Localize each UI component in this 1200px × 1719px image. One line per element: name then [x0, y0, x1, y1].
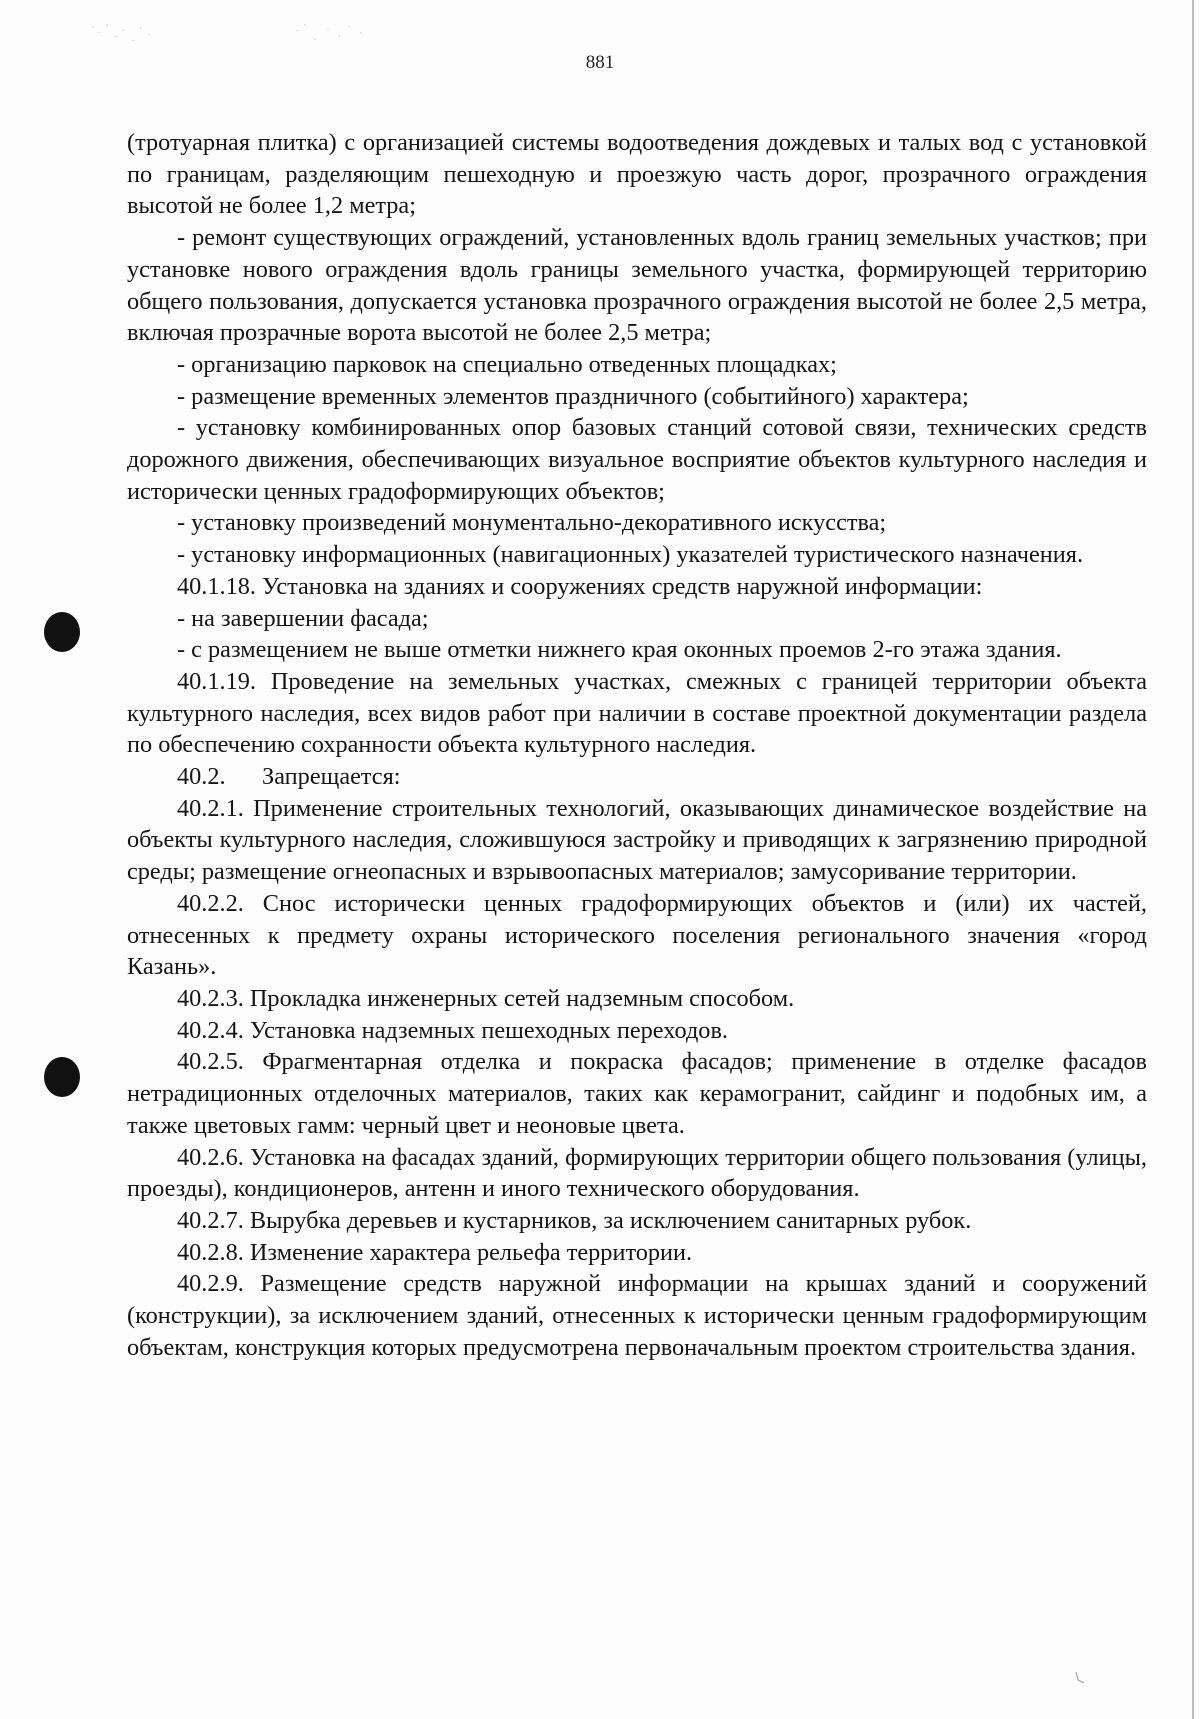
paragraph: 40.2.8. Изменение характера рельефа территории.: [177, 1238, 693, 1266]
paragraph: 40.2.3. Прокладка инженерных сетей надземным способом.: [177, 984, 795, 1012]
paragraph: - установку произведений монументально-декоративного искусства;: [177, 509, 887, 537]
document-body: [127, 127, 1147, 1363]
page-number: 881: [585, 52, 615, 73]
paragraph: - ремонт существующих ограждений, установленных вдоль границ земельных участков; при установке нового ограждения вдоль границы земельного участка, формирующей территорию общего пользования, допускается установка прозрачного ограждения высотой не более 2,5 метра, включая прозрачные ворота высотой не более 2,5 метра;: [127, 224, 1147, 347]
paragraph: (тротуарная плитка) с организацией системы водоотведения дождевых и талых вод с установкой по границам, разделяющим пешеходную и проезжую часть дорог, прозрачного ограждения высотой не более 1,2 метра;: [127, 129, 1147, 220]
paragraph: - на завершении фасада;: [177, 604, 429, 632]
paragraph: 40.2.5. Фрагментарная отделка и покраска фасадов; применение в отделке фасадов нетрадиционных отделочных материалов, таких как керамогранит, сайдинг и подобных им, а также цветовых гамм: черный цвет и неоновые цвета.: [127, 1048, 1147, 1139]
paragraph: 40.2.1. Применение строительных технологий, оказывающих динамическое воздействие на объекты культурного наследия, сложившуюся застройку и приводящих к загрязнению природной среды; размещение огнеопасных и взрывоопасных материалов; замусоривание территории.: [127, 794, 1147, 886]
scan-speck-mark: [1074, 1671, 1086, 1685]
punch-hole: [44, 612, 80, 652]
paragraph: 40.1.18. Установка на зданиях и сооружениях средств наружной информации:: [177, 572, 983, 600]
paragraph: 40.2.2. Снос исторически ценных градоформирующих объектов и (или) их частей, отнесенных к предмету охраны исторического поселения регионального значения «город Казань».: [127, 889, 1147, 981]
paragraph: - установку информационных (навигационных) указателей туристического назначения.: [177, 541, 1084, 569]
paragraph: 40.2.9. Размещение средств наружной информации на крышах зданий и сооружений (конструкции), за исключением зданий, отнесенных к исторически ценным градоформирующим объектам, конструкция которых предусмотрена первоначальным проектом строительства здания.: [127, 1270, 1147, 1361]
paragraph: - организацию парковок на специально отведенных площадках;: [177, 350, 837, 378]
paragraph: 40.2.4. Установка надземных пешеходных переходов.: [177, 1016, 728, 1044]
punch-hole: [44, 1057, 80, 1097]
paragraph: 40.1.19. Проведение на земельных участках, смежных с границей территории объекта культурного наследия, всех видов работ при наличии в составе проектной документации раздела по обеспечению сохранности объекта культурного наследия.: [127, 667, 1147, 759]
paragraph: 40.2.6. Установка на фасадах зданий, формирующих территории общего пользования (улицы, проезды), кондиционеров, антенн и иного технического оборудования.: [127, 1143, 1147, 1203]
paragraph: - размещение временных элементов праздничного (событийного) характера;: [177, 382, 969, 410]
paragraph: - с размещением не выше отметки нижнего края оконных проемов 2-го этажа здания.: [177, 636, 1062, 664]
paragraph: - установку комбинированных опор базовых станций сотовой связи, технических средств дорожного движения, обеспечивающих визуальное восприятие объектов культурного наследия и исторически ценных градоформирующих объектов;: [127, 414, 1147, 505]
paragraph: 40.2.7. Вырубка деревьев и кустарников, за исключением санитарных рубок.: [177, 1206, 972, 1234]
paragraph: 40.2. Запрещается:: [177, 763, 401, 791]
